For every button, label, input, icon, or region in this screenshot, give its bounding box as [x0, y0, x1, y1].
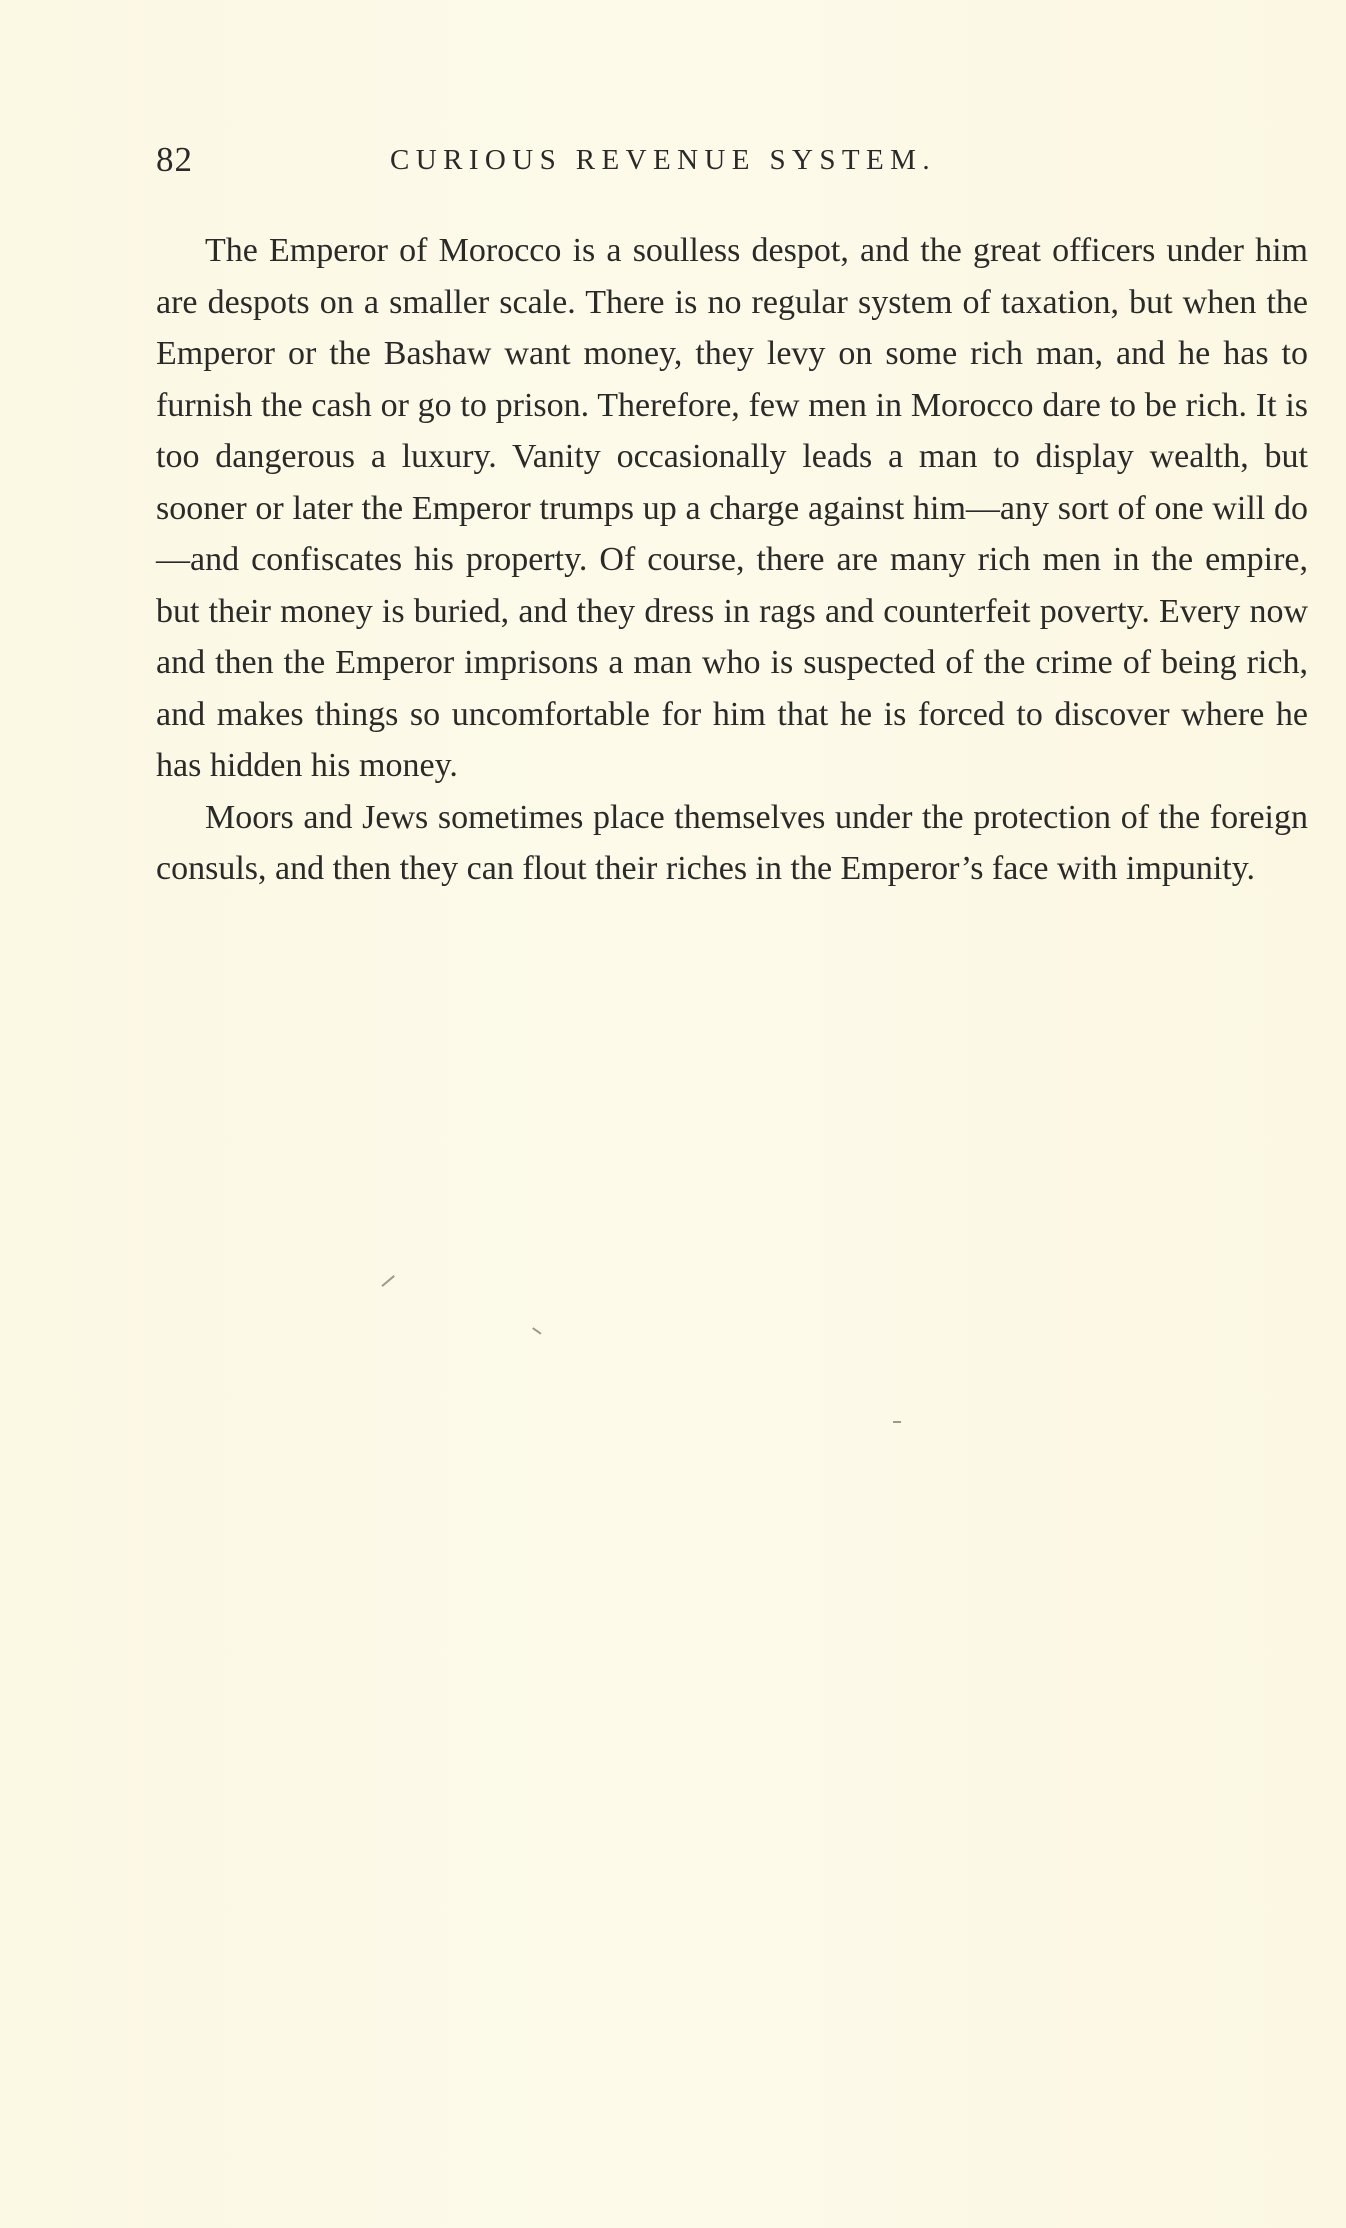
stray-ink-mark [532, 1327, 541, 1334]
running-head [156, 140, 1316, 190]
page-number: 82 [156, 140, 193, 179]
body-text [156, 225, 1308, 895]
stray-ink-mark [381, 1275, 394, 1286]
paragraph-1: The Emperor of Morocco is a soulless despot, and the great officers under him are despots on a smaller scale. There is no regular system of taxation, but when the Emperor or the Bashaw want money, they levy on some rich man, and he has to furnish the cash or go to prison. Therefore, few men in Morocco dare to be rich. It is too dangerous a luxury. Vanity occasionally leads a man to display wealth, but sooner or later the Emperor trumps up a charge against him—any sort of one will do—and confiscates his property. Of course, there are many rich men in the empire, but their money is buried, and they dress in rags and counterfeit poverty. Every now and then the Emperor imprisons a man who is suspected of the crime of being rich, and makes things so uncomfortable for him that he is forced to discover where he has hidden his money. [156, 232, 1308, 784]
paragraph-2: Moors and Jews sometimes place themselves under the protection of the foreign consuls, and then they can flout their riches in the Emperor’s face with impunity. [156, 798, 1308, 887]
stray-ink-mark [893, 1421, 901, 1423]
running-title: CURIOUS REVENUE SYSTEM. [390, 144, 936, 176]
